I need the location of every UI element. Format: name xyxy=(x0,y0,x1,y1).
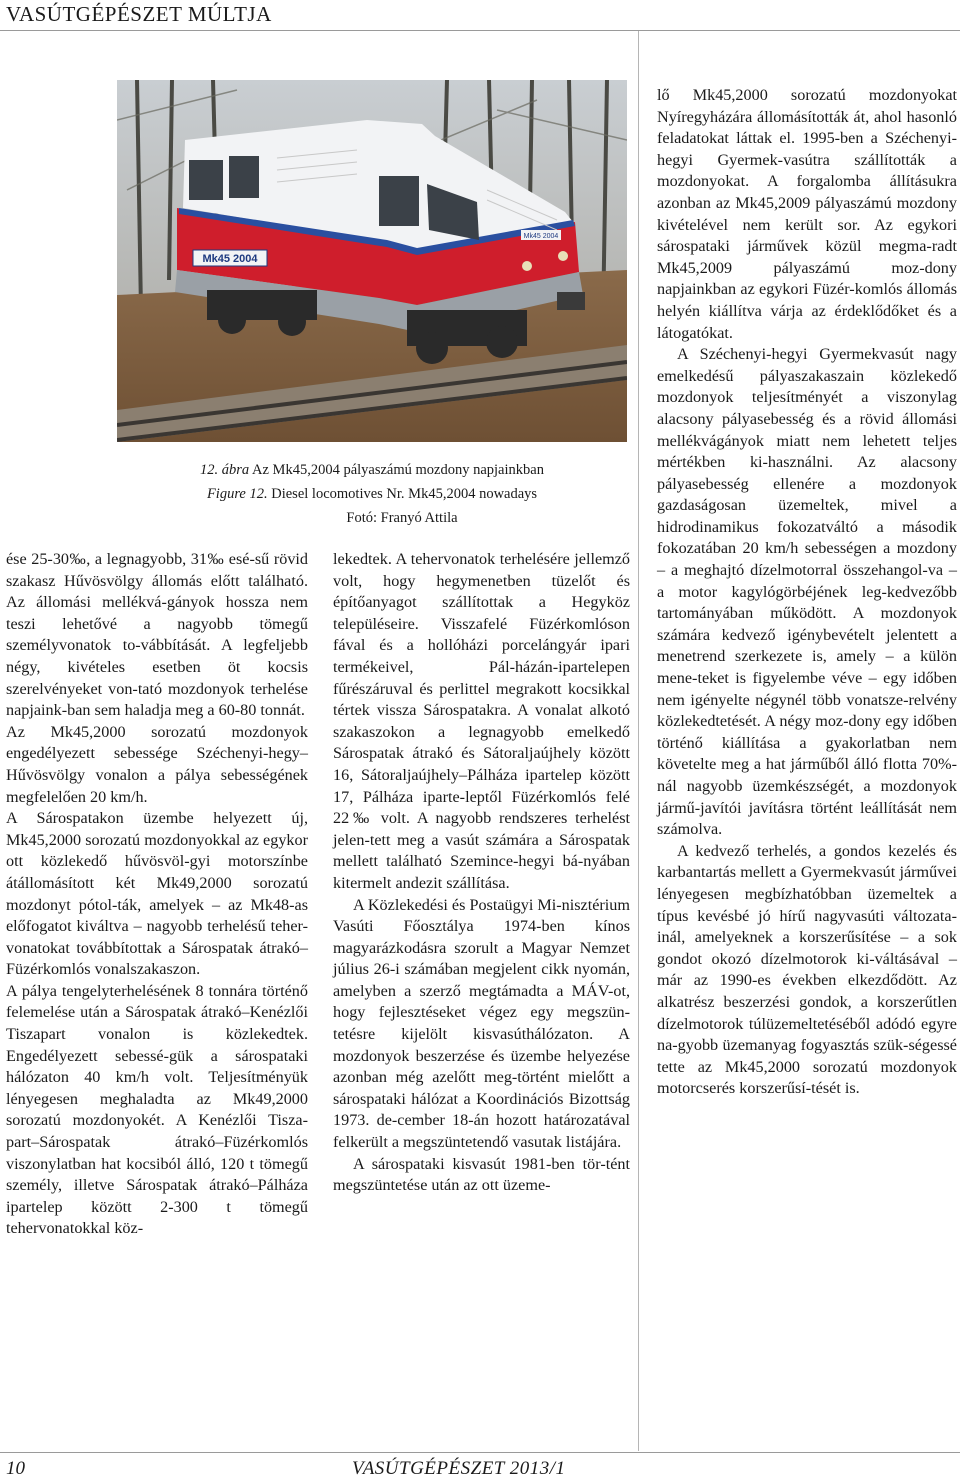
paragraph: A Széchenyi-hegyi Gyermekvasút nagy emelkedésű pályaszakaszain közlekedő mozdonyok teljesítményét a viszonylag alacsony pályasebesség és a rövid állomási mellékvágányok miatt nem lehetett teljes mértékben ki-használni. Az alacsony pályasebesség ellenére a mozdonyok gazdaságosan üzemeltek, mivel a hidrodinamikus fokozatváltó a második fokozatában 20 km/h sebességen a mozdony – a meghajtó dízelmotorral összehangol-va – a motor kagylógörbéjének leg-kedvezőbb tartományában működött. A mozdonyok számára kedvező igénybevételt jelentett a menetrend szerkezete is, amely – a külön mene-teket is figyelembe véve – egy időben nem igényelte négynél több vonatsze-relvény közlekedtetését. A négy moz-dony egy időben történő kiállítása a gyakorlatban nem követelte meg a hat járműből álló flotta 70%-nál nagyobb üzemkészségét, a mozdonyok jármű-javítói javításra történt leállítását nem számolva. xyxy=(657,345,957,839)
photo-credit: Fotó: Franyó Attila xyxy=(346,510,458,526)
section-title: VASÚTGÉPÉSZET MÚLTJA xyxy=(6,2,272,26)
paragraph: A pálya tengelyterhelésének 8 tonnára történő felemelése után a Sárospatak átrakó–Kenézlői Tiszapart vonalon is közlekedtek. Engedélyezett sebessé-gük a sárospataki hálózaton 40 km/h volt. Teljesítményük lényegesen meghaladta az Mk49,2000 sorozatú mozdonyokét. A Kenézlői Tisza-part–Sárospatak átrakó–Füzérkomlós viszonylatban hat kocsiból álló, 120 t tömegű személy, illetve Sárospatak átrakó–Pálháza ipartelep között 2-300 t tömegű tehervonatokkal köz- xyxy=(6,981,308,1238)
text-column-1 xyxy=(6,549,308,1240)
paragraph: Az Mk45,2000 sorozatú mozdonyok engedélyezett sebessége Széchenyi-hegy–Hűvösvölgy vonalon a pálya sebességének megfelelően 20 km/h. xyxy=(6,722,308,806)
locomotive-photo xyxy=(117,80,627,442)
paragraph: lekedtek. A tehervonatok terhelésére jellemző volt, hogy hegymenetben tüzelőt és építőanyagot szállítottak a Hegyköz településeire. Visszafelé Füzérkomlóson fával és a hollóházi porcelángyár ipari termékeivel, Pál-házán-ipartelepen fűrészáruval és perlittel megrakott kocsikkal tértek vissza Sárospatakra. A vonalat alkotó szakaszokon a legnagyobb emelkedő Sárospatak átrakó és Sátoraljaújhely között 16, Sátoraljaújhely–Pálháza ipartelep között 17, Pálháza iparte-leptől Füzérkomlós felé 22‰ volt. A nagyobb rendszeres terhelést jelen-tett meg a vasút számára a Sárospatak mellett található Szemince-hegyi bá-nyában kitermelt andezit szállítása. xyxy=(333,550,630,892)
caption-hungarian: 12. ábra Az Mk45,2004 pályaszámú mozdony napjainkban xyxy=(200,462,544,478)
footer-divider xyxy=(0,1452,960,1453)
loco-front-plate: Mk45 2004 xyxy=(523,233,559,240)
column-divider xyxy=(638,31,639,1451)
paragraph: lő Mk45,2000 sorozatú mozdonyokat Nyíregyházára állomásították át, ahol hasonló feladatokat láttak el. 1995-ben a Széchenyi-hegyi Gyermek-vasútra szállították a mozdonyokat. A forgalomba állításukra azonban az Mk45,2009 pályaszámú mozdony kivételével nem került sor. Az egykori sárospataki járművek közül megma-radt Mk45,2009 pályaszámú moz-dony napjainkban az egykori Füzér-komlós állomás helyén kiállítva várja az érdeklődőket és a látogatókat. xyxy=(657,86,957,342)
figure-caption xyxy=(117,458,627,530)
text-column-3 xyxy=(657,85,957,1100)
paragraph: A sárospataki kisvasút 1981-ben tör-tént megszüntetése után az ott üzeme- xyxy=(333,1154,630,1195)
journal-issue: VASÚTGÉPÉSZET 2013/1 xyxy=(352,1458,566,1479)
page-number: 10 xyxy=(6,1458,25,1479)
text-column-2 xyxy=(333,549,630,1197)
paragraph: A Sárospatakon üzembe helyezett új, Mk45,2000 sorozatú mozdonyokkal az egykor ott közlekedő hűvösvöl-gyi motorszínbe átállomásított két Mk49,2000 sorozatú mozdonyt pótol-ták, amelyek – az Mk48-as előfogatot kiváltva – nagyobb terhelésű teher-vonatokat továbbítottak a Sárospatak átrakó–Füzérkomlós vonalszakaszon. xyxy=(6,809,308,979)
paragraph: ése 25-30‰, a legnagyobb, 31‰ esé-sű rövid szakasz Hűvösvölgy állomás előtt található. Az állomási mellékvá-gányok hossza nem teszi lehetővé a nagyobb tömegű személyvonatok to-vábbítását. A legfeljebb négy, kivételes esetben öt kocsis szerelvényeket von-tató mozdonyok terhelése napjaink-ban sem haladja meg a 60-80 tonnát. xyxy=(6,550,308,720)
loco-number-plate: Mk45 2004 xyxy=(202,253,258,265)
paragraph: A kedvező terhelés, a gondos kezelés és karbantartás mellett a Gyermekvasút járművei lényegesen megbízhatóbban üzemeltek a típus kevésbé jó hírű nagyvasúti változata-inál, amelyeknek a korszerűsítése – a sok gondot okozó dízelmotorok ki-váltásával – már az 1990-es években elkezdődött. Az alkatrész beszerzési gondok, a korszerűtlen dízelmotorok túlüzemeltetéséből adódó egyre na-gyobb üzemanyag fogyasztás szük-ségessé tette az Mk45,2000 sorozatú mozdonyok motorcserés korszerűsí-tését is. xyxy=(657,841,957,1098)
caption-english: Figure 12. Diesel locomotives Nr. Mk45,2004 nowadays xyxy=(206,486,538,502)
header-divider xyxy=(0,30,960,31)
paragraph: A Közlekedési és Postaügyi Mi-nisztérium Vasúti Főosztálya 1974-ben kínos magyarázkodásra szorult a Magyar Nemzet július 26-i számában megjelent cikk nyomán, amelyben a szerző megtámadta a MÁV-ot, hogy fejlesztéseket végez egy megszün-tetésre kijelölt kisvasúthálózaton. A mozdonyok beszerzése és üzembe helyezése azonban még azelőtt meg-történt mielőtt a sárospataki hálózat a Koordinációs Bizottság 1973. de-cember 18-án hozott határozatával felkerült a megszüntetendő vasutak listájára. xyxy=(333,895,630,1152)
